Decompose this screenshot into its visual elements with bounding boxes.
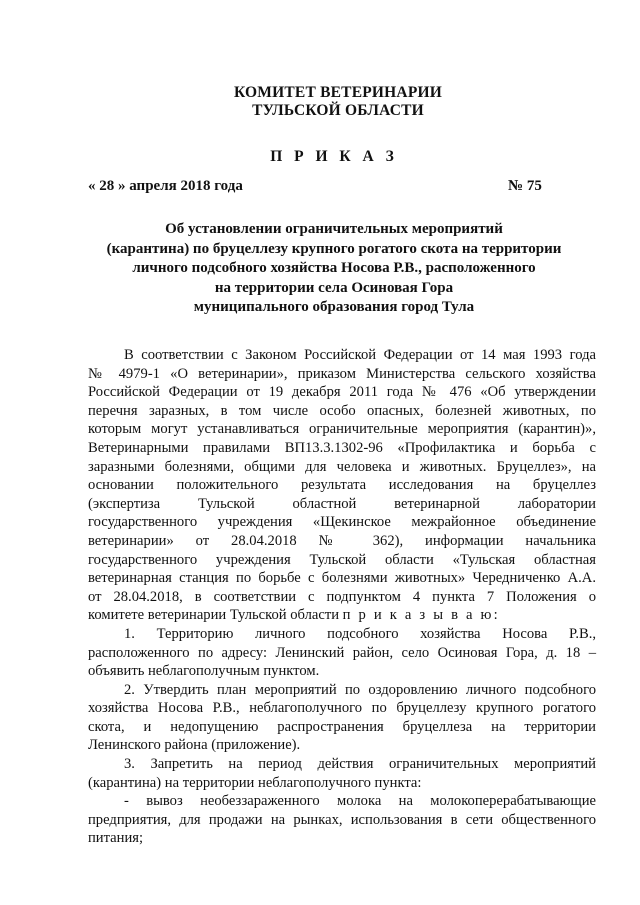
body-line: № 4979-1 «О ветеринарии», приказом Министерства сельского хозяйства [88, 365, 596, 382]
body-line: которым могут устанавливаться ограничительные мероприятия (карантин)», [88, 421, 596, 438]
body-line: - вывоз необеззараженного молока на молокоперерабатывающие [124, 793, 596, 810]
body-line: перечня заразных, в том числе особо опасных, болезней животных, по [88, 402, 596, 419]
subject-line: на территории села Осиновая Гора [214, 279, 454, 296]
body-line: 1. Территорию личного подсобного хозяйства Носова Р.В., [124, 625, 596, 642]
body-line-text: комитете ветеринарии Тульской области [88, 607, 340, 624]
body-line: ветеринарии» от 28.04.2018 № 362), информации начальника [88, 532, 596, 549]
order-number: № 75 [508, 178, 542, 194]
order-directive: п р и к а з ы в а ю: [342, 607, 500, 624]
body-line: (карантина) на территории неблагополучного пункта: [88, 774, 422, 791]
organization-name-line2: ТУЛЬСКОЙ ОБЛАСТИ [252, 102, 424, 119]
order-date: « 28 » апреля 2018 года [88, 178, 243, 194]
body-line: 2. Утвердить план мероприятий по оздоровлению личного подсобного [124, 681, 596, 698]
organization-name-line1: КОМИТЕТ ВЕТЕРИНАРИИ [234, 84, 442, 101]
body-line: Российской Федерации от 19 декабря 2011 года № 476 «Об утверждении [88, 384, 596, 401]
body-line: В соответствии с Законом Российской Федерации от 14 мая 1993 года [124, 347, 596, 363]
body-line: Ленинского района (приложение). [88, 737, 301, 754]
order-subject [84, 220, 584, 318]
body-line: (экспертиза Тульской областной ветеринарной лаборатории [88, 495, 596, 512]
order-title: П Р И К А З [270, 148, 398, 165]
body-line: скота, и недопущению распространения бруцеллеза на территории [88, 718, 596, 735]
body-line [88, 606, 596, 625]
body-line: Ветеринарными правилами ВП13.3.1302-96 «Профилактика и борьба с [88, 439, 596, 456]
body-line: государственного учреждения «Щекинское межрайонное объединение [88, 514, 596, 531]
body-line: 3. Запретить на период действия ограничительных мероприятий [124, 756, 596, 773]
body-line: ветеринарная станция по борьбе с болезнями животных» Чередниченко А.А. [88, 570, 596, 587]
order-body [88, 346, 596, 848]
subject-line: муниципального образования город Тула [193, 299, 475, 315]
body-line: предприятия, для продажи на рынках, использования в сети общественного [88, 811, 596, 828]
body-line: питания; [88, 830, 144, 847]
body-line: хозяйства Носова Р.В., неблагополучного по бруцеллезу крупного рогатого [88, 700, 596, 717]
body-line: государственного учреждения Тульской области «Тульская областная [88, 551, 596, 568]
subject-line: (карантина) по бруцеллезу крупного рогатого скота на территории [106, 240, 562, 257]
body-line: расположенного по адресу: Ленинский район, село Осиновая Гора, д. 18 – [88, 644, 596, 661]
body-line: заразными болезнями, общими для человека и животных. Бруцеллез», на [88, 458, 596, 475]
body-line: основании положительного результата исследования на бруцеллез [88, 477, 596, 494]
body-line: объявить неблагополучным пунктом. [88, 663, 320, 680]
subject-line: Об установлении ограничительных мероприятий [165, 221, 503, 237]
subject-line: личного подсобного хозяйства Носова Р.В., расположенного [132, 260, 536, 276]
body-line: от 28.04.2018, в соответствии с подпунктом 4 пункта 7 Положения о [88, 588, 596, 605]
